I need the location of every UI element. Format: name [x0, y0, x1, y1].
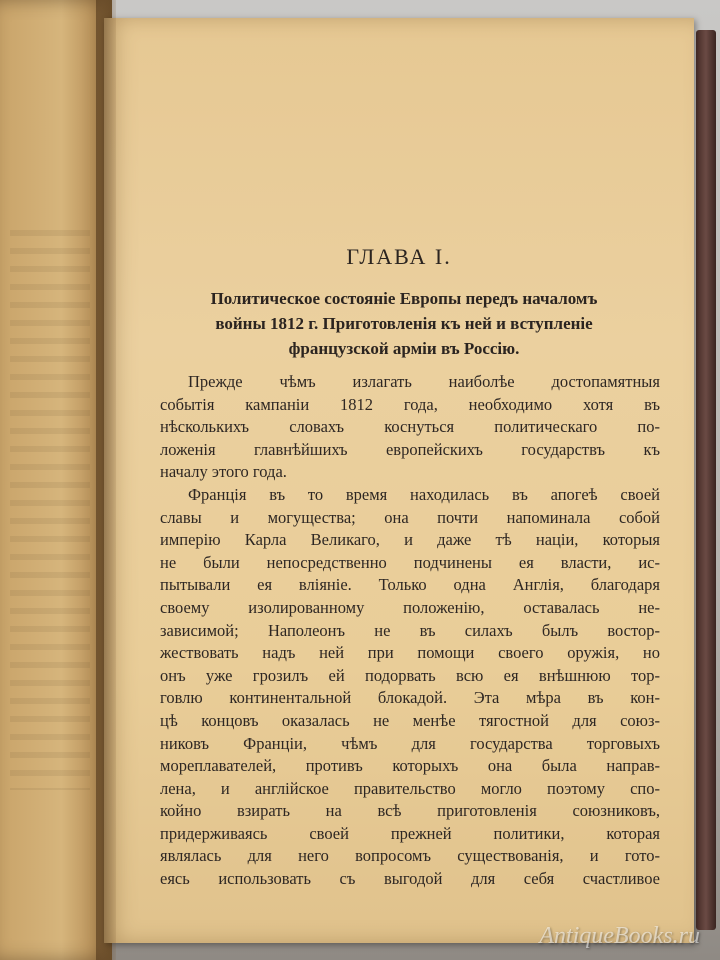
book-gutter-shadow — [96, 0, 116, 960]
text-line: придерживаясь своей прежней политики, которая — [160, 823, 660, 843]
text-line: онъ уже грозилъ ей подорвать всю ея внѣшнюю тор- — [160, 665, 660, 685]
text-line: говлю континентальной блокадой. Эта мѣра въ кон- — [160, 688, 660, 708]
chapter-heading: ГЛАВА I. — [346, 244, 452, 269]
text-line: мореплавателей, противъ которыхъ она была направ- — [160, 756, 660, 776]
text-line: славы и могущества; она почти напоминала собой — [160, 507, 660, 527]
paragraph-2 — [160, 484, 660, 891]
text-line: Прежде чѣмъ излагать наиболѣе достопамятныя — [188, 372, 660, 391]
text-line: не были непосредственно подчинены ея власти, ис- — [160, 552, 660, 572]
text-line: никовъ Францiи, чѣмъ для государства торговыхъ — [160, 733, 660, 753]
subtitle-line: войны 1812 г. Приготовленiя къ ней и вступленiе — [215, 314, 593, 333]
text-line: Францiя въ то время находилась въ апогеѣ своей — [188, 484, 660, 504]
text-line: своему изолированному положенiю, оставалась не- — [160, 597, 660, 617]
text-line: имперiю Карла Великаго, и даже тѣ нацiи, которыя — [160, 530, 660, 550]
chapter-subtitle — [164, 286, 644, 361]
book-cover-edge — [696, 30, 716, 930]
subtitle-line: Политическое состоянiе Европы передъ началомъ — [210, 289, 598, 308]
watermark: AntiqueBooks.ru — [539, 923, 700, 949]
text-line: нѣсколькихъ словахъ коснуться политическаго по- — [160, 417, 660, 437]
text-line: пытывали ея влiянiе. Только одна Англiя, благодаря — [160, 575, 660, 595]
text-line: цѣ концовъ оказалась не менѣе тягостной для союз- — [160, 710, 660, 730]
text-line: койно взирать на всѣ приготовленiя союзниковъ, — [160, 801, 660, 821]
right-page — [104, 18, 694, 943]
text-line: событiя кампанiи 1812 года, необходимо хотя въ — [160, 394, 660, 414]
paragraph-1 — [160, 371, 660, 484]
text-line: еясь использовать съ выгодой для себя счастливое — [160, 869, 660, 889]
subtitle-line: французской армiи въ Россiю. — [288, 339, 520, 358]
text-line: лена, и англiйское правительство могло поэтому спо- — [160, 778, 660, 798]
text-line: ложенiя главнѣйшихъ европейскихъ государствъ къ — [160, 439, 660, 459]
text-line: жествовать надъ ней при помощи своего оружiя, но — [160, 643, 660, 663]
text-line: зависимой; Наполеонъ не въ силахъ былъ востор- — [160, 620, 660, 640]
text-line: началу этого года. — [160, 462, 287, 482]
text-line: являлась для него вопросомъ существованiя, и гото- — [160, 846, 660, 866]
body-text — [160, 371, 660, 891]
left-page-text-ghost — [10, 230, 90, 790]
